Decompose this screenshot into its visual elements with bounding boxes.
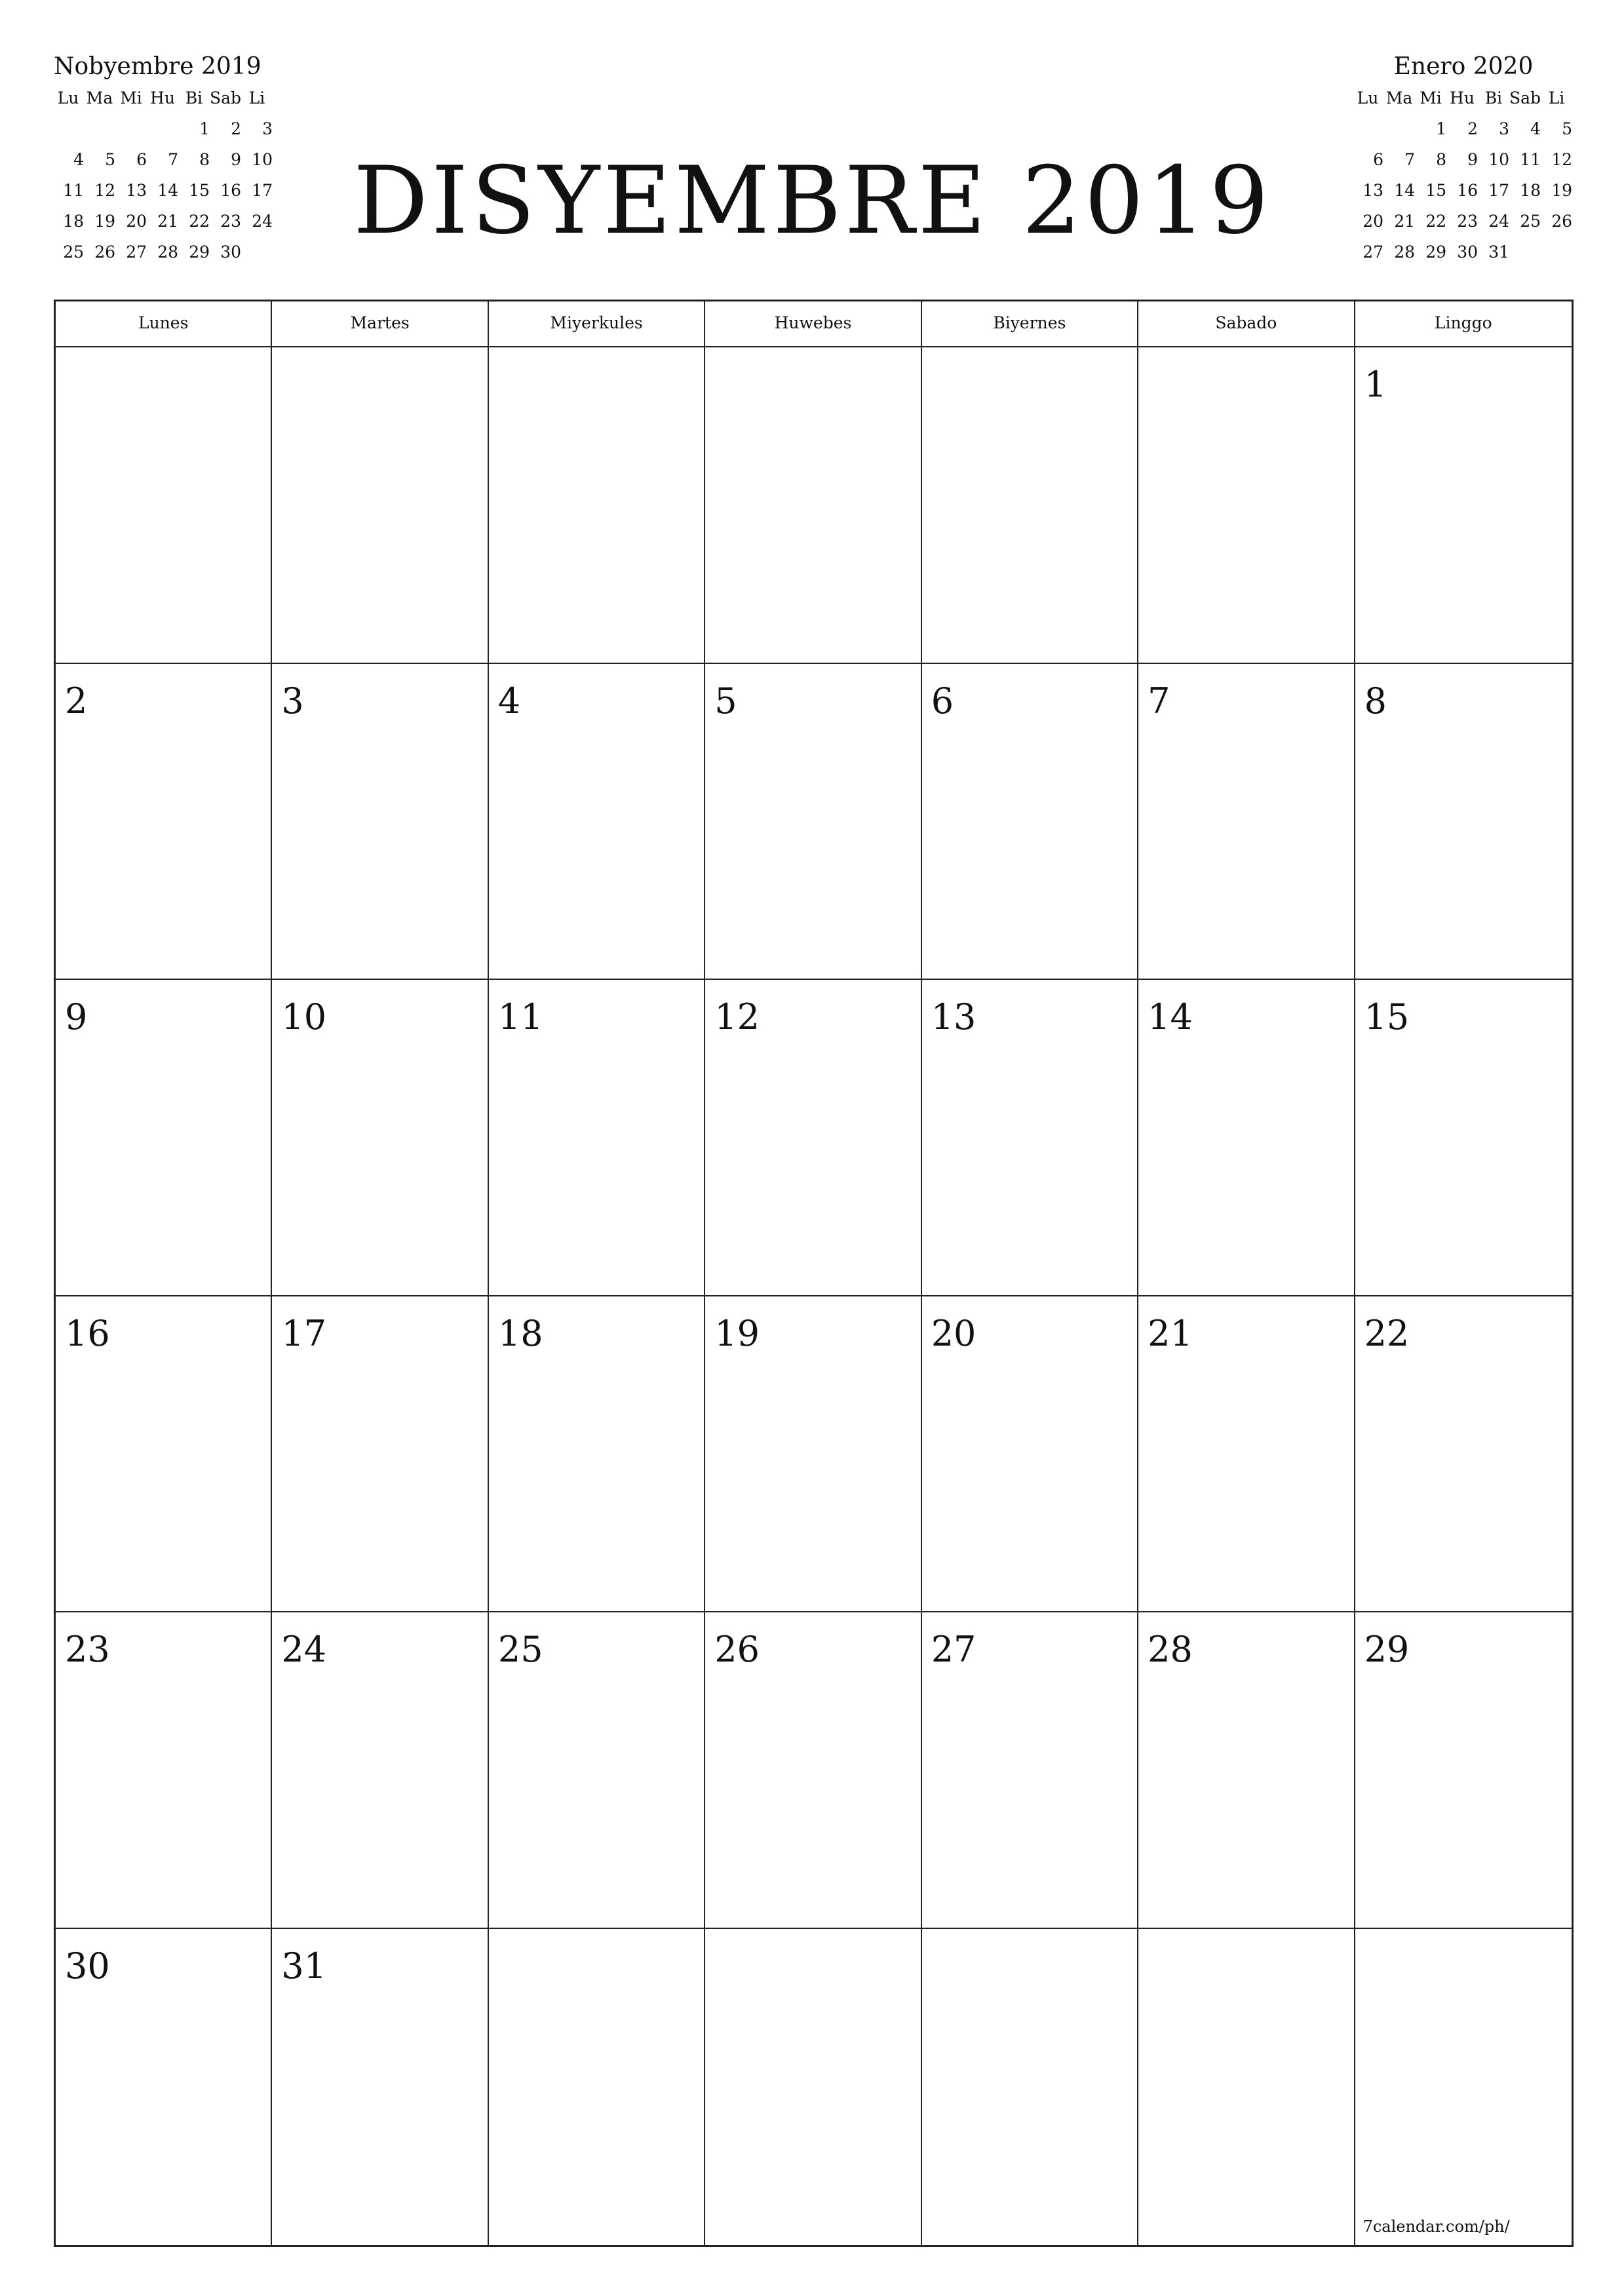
mini-day: 10 xyxy=(252,150,273,169)
day-number: 14 xyxy=(1148,996,1193,1038)
mini-day xyxy=(241,237,273,267)
mini-day: 8 xyxy=(199,150,210,169)
day-cell[interactable] xyxy=(272,664,488,981)
day-cell[interactable] xyxy=(705,980,921,1296)
day-number: 7 xyxy=(1148,680,1170,722)
day-number: 29 xyxy=(1364,1629,1410,1670)
day-number: 19 xyxy=(714,1312,760,1354)
mini-day: 17 xyxy=(1488,181,1509,200)
mini-day: 25 xyxy=(63,243,84,262)
day-cell[interactable] xyxy=(922,1612,1138,1929)
mini-weekday-label: Mi xyxy=(1420,88,1442,107)
day-number: 16 xyxy=(65,1312,110,1354)
day-cell[interactable] xyxy=(489,980,705,1296)
day-number: 17 xyxy=(281,1312,327,1354)
mini-day: 29 xyxy=(1425,243,1446,262)
day-cell[interactable] xyxy=(56,347,272,664)
mini-day: 15 xyxy=(1425,181,1446,200)
day-cell[interactable] xyxy=(922,980,1138,1296)
mini-day: 4 xyxy=(73,150,84,169)
mini-day: 30 xyxy=(220,243,241,262)
day-cell[interactable] xyxy=(489,1612,705,1929)
day-cell[interactable] xyxy=(1138,980,1355,1296)
weekday-header: Martes xyxy=(272,302,488,347)
mini-day: 14 xyxy=(1394,181,1415,200)
mini-day xyxy=(1509,237,1541,267)
day-cell[interactable] xyxy=(1355,664,1572,981)
mini-day: 13 xyxy=(126,181,147,200)
day-cell[interactable] xyxy=(1355,1929,1572,2246)
mini-weekday-label: Ma xyxy=(86,88,113,107)
weekday-header: Sabado xyxy=(1138,302,1355,347)
mini-day: 2 xyxy=(231,119,241,138)
day-number: 3 xyxy=(281,680,304,722)
mini-day: 9 xyxy=(1467,150,1478,169)
day-number: 13 xyxy=(931,996,976,1038)
day-cell[interactable] xyxy=(922,664,1138,981)
day-cell[interactable] xyxy=(705,664,921,981)
mini-day: 26 xyxy=(94,243,115,262)
mini-day: 27 xyxy=(1363,243,1383,262)
day-cell[interactable] xyxy=(1355,1612,1572,1929)
mini-weekday-label: Li xyxy=(248,88,265,107)
day-number: 8 xyxy=(1364,680,1387,722)
mini-day xyxy=(1383,113,1415,144)
page-title: DISYEMBRE 2019 xyxy=(353,147,1272,255)
mini-day: 30 xyxy=(1457,243,1478,262)
mini-day: 26 xyxy=(1551,212,1572,231)
day-number: 31 xyxy=(281,1945,327,1987)
day-cell[interactable] xyxy=(489,347,705,664)
mini-day: 11 xyxy=(63,181,84,200)
mini-day: 22 xyxy=(1425,212,1446,231)
day-cell[interactable] xyxy=(1138,1929,1355,2246)
day-cell[interactable] xyxy=(272,980,488,1296)
mini-calendar-next-month xyxy=(1352,51,1575,267)
mini-day: 6 xyxy=(1373,150,1383,169)
mini-day xyxy=(52,113,84,144)
mini-day: 25 xyxy=(1520,212,1541,231)
mini-day: 6 xyxy=(136,150,147,169)
mini-day: 27 xyxy=(126,243,147,262)
day-number: 10 xyxy=(281,996,327,1038)
day-cell[interactable] xyxy=(272,1296,488,1613)
day-cell[interactable] xyxy=(922,347,1138,664)
mini-day: 9 xyxy=(231,150,241,169)
day-cell[interactable] xyxy=(705,1612,921,1929)
mini-weekday-label: Lu xyxy=(57,88,79,107)
mini-day: 21 xyxy=(157,212,178,231)
day-number: 9 xyxy=(65,996,88,1038)
mini-calendar-grid xyxy=(1352,83,1575,267)
day-cell[interactable] xyxy=(489,664,705,981)
mini-day: 13 xyxy=(1363,181,1383,200)
mini-weekday-label: Hu xyxy=(150,88,175,107)
day-cell[interactable] xyxy=(705,1296,921,1613)
day-cell[interactable] xyxy=(922,1929,1138,2246)
mini-day: 20 xyxy=(1363,212,1383,231)
day-cell[interactable] xyxy=(56,1929,272,2246)
day-cell[interactable] xyxy=(272,347,488,664)
day-number: 27 xyxy=(931,1629,976,1670)
mini-day: 12 xyxy=(94,181,115,200)
day-cell[interactable] xyxy=(1138,1612,1355,1929)
mini-day: 2 xyxy=(1467,119,1478,138)
day-cell[interactable] xyxy=(922,1296,1138,1613)
day-cell[interactable] xyxy=(1138,1296,1355,1613)
mini-day: 12 xyxy=(1551,150,1572,169)
mini-weekday-label: Mi xyxy=(120,88,142,107)
day-number: 5 xyxy=(714,680,737,722)
mini-day: 5 xyxy=(105,150,115,169)
day-number: 20 xyxy=(931,1312,976,1354)
mini-day: 15 xyxy=(189,181,210,200)
credit-text: 7calendar.com/ph/ xyxy=(1363,2217,1510,2236)
day-number: 22 xyxy=(1364,1312,1410,1354)
mini-day: 18 xyxy=(63,212,84,231)
day-number: 6 xyxy=(931,680,954,722)
mini-weekday-label: Ma xyxy=(1385,88,1413,107)
day-cell[interactable] xyxy=(272,1929,488,2246)
day-cell[interactable] xyxy=(705,347,921,664)
mini-day: 7 xyxy=(1404,150,1415,169)
mini-day: 14 xyxy=(157,181,178,200)
day-cell[interactable] xyxy=(56,980,272,1296)
weekday-header: Miyerkules xyxy=(489,302,705,347)
day-cell[interactable] xyxy=(1355,980,1572,1296)
mini-weekday-label: Bi xyxy=(1484,88,1503,107)
day-number: 18 xyxy=(497,1312,543,1354)
day-number: 24 xyxy=(281,1629,327,1670)
day-number: 30 xyxy=(65,1945,110,1987)
weekday-header: Lunes xyxy=(56,302,272,347)
day-number: 15 xyxy=(1364,996,1410,1038)
day-number: 4 xyxy=(497,680,521,722)
mini-day: 19 xyxy=(94,212,115,231)
day-number: 26 xyxy=(714,1629,760,1670)
weekday-header: Biyernes xyxy=(922,302,1138,347)
day-cell[interactable] xyxy=(489,1296,705,1613)
mini-day: 24 xyxy=(1488,212,1509,231)
day-cell[interactable] xyxy=(489,1929,705,2246)
mini-day: 28 xyxy=(157,243,178,262)
day-number: 25 xyxy=(497,1629,543,1670)
weekday-header: Linggo xyxy=(1355,302,1572,347)
month-grid xyxy=(54,300,1574,2247)
mini-day: 4 xyxy=(1530,119,1541,138)
mini-calendar-title: Nobyembre 2019 xyxy=(54,53,261,80)
day-number: 1 xyxy=(1364,364,1387,405)
mini-weekday-label: Lu xyxy=(1357,88,1379,107)
mini-day: 3 xyxy=(1499,119,1509,138)
mini-day: 24 xyxy=(252,212,273,231)
day-number: 23 xyxy=(65,1629,110,1670)
mini-day xyxy=(1352,113,1383,144)
mini-weekday-label: Sab xyxy=(1509,88,1541,107)
mini-day: 20 xyxy=(126,212,147,231)
mini-day: 22 xyxy=(189,212,210,231)
day-cell[interactable] xyxy=(1355,347,1572,664)
mini-weekday-label: Hu xyxy=(1450,88,1475,107)
mini-day: 11 xyxy=(1520,150,1541,169)
day-cell[interactable] xyxy=(705,1929,921,2246)
day-cell[interactable] xyxy=(1355,1296,1572,1613)
mini-day: 17 xyxy=(252,181,273,200)
mini-day: 29 xyxy=(189,243,210,262)
day-cell[interactable] xyxy=(1138,664,1355,981)
mini-weekday-label: Li xyxy=(1548,88,1565,107)
mini-weekday-label: Bi xyxy=(185,88,203,107)
mini-day: 19 xyxy=(1551,181,1572,200)
mini-day: 21 xyxy=(1394,212,1415,231)
mini-day: 1 xyxy=(199,119,210,138)
weekday-header: Huwebes xyxy=(705,302,921,347)
mini-day: 5 xyxy=(1562,119,1572,138)
mini-day: 3 xyxy=(262,119,273,138)
mini-day xyxy=(1541,237,1572,267)
mini-day: 23 xyxy=(220,212,241,231)
mini-day: 18 xyxy=(1520,181,1541,200)
day-cell[interactable] xyxy=(1138,347,1355,664)
mini-day: 7 xyxy=(168,150,178,169)
mini-day: 10 xyxy=(1488,150,1509,169)
mini-weekday-label: Sab xyxy=(210,88,242,107)
mini-day: 8 xyxy=(1436,150,1446,169)
day-number: 11 xyxy=(497,996,543,1038)
mini-day: 31 xyxy=(1488,243,1509,262)
mini-day xyxy=(115,113,147,144)
day-number: 12 xyxy=(714,996,760,1038)
mini-day: 28 xyxy=(1394,243,1415,262)
mini-calendar-previous-month xyxy=(52,51,275,267)
day-cell[interactable] xyxy=(272,1612,488,1929)
day-number: 28 xyxy=(1148,1629,1193,1670)
mini-day xyxy=(147,113,178,144)
mini-day: 1 xyxy=(1436,119,1446,138)
day-number: 21 xyxy=(1148,1312,1193,1354)
mini-day: 23 xyxy=(1457,212,1478,231)
mini-day: 16 xyxy=(1457,181,1478,200)
day-cell[interactable] xyxy=(56,1296,272,1613)
day-cell[interactable] xyxy=(56,1612,272,1929)
mini-calendar-grid xyxy=(52,83,275,267)
mini-day xyxy=(84,113,115,144)
day-number: 2 xyxy=(65,680,88,722)
day-cell[interactable] xyxy=(56,664,272,981)
mini-day: 16 xyxy=(220,181,241,200)
mini-calendar-title: Enero 2020 xyxy=(1393,53,1534,80)
